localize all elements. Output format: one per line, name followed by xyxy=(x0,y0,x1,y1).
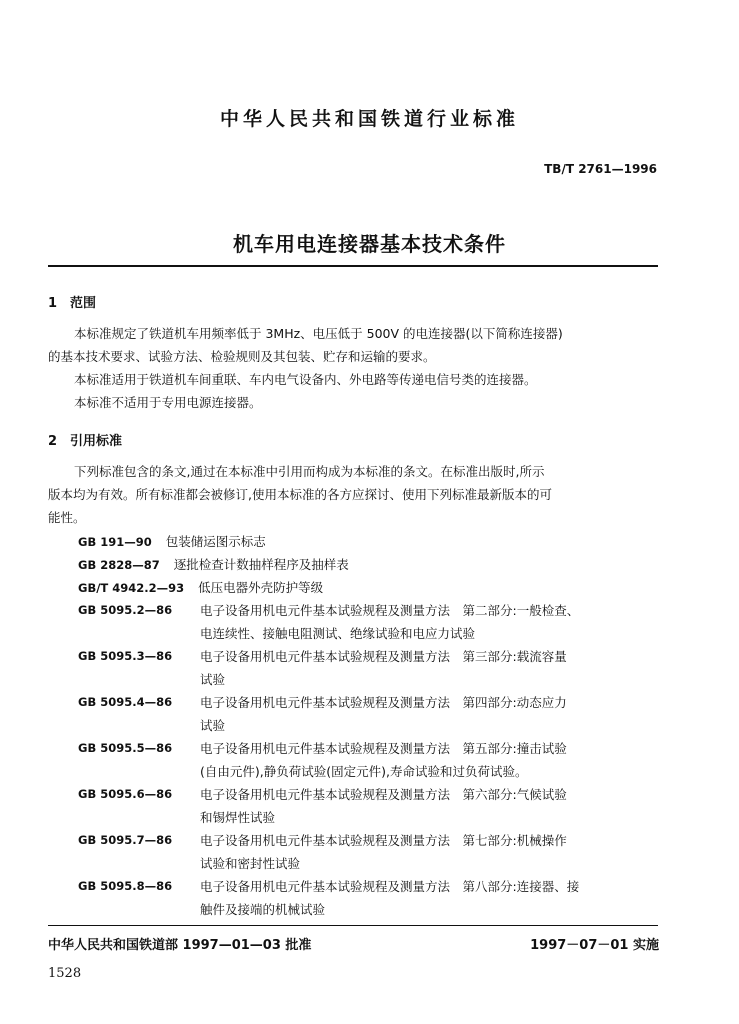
section-1-line: 本标准规定了铁道机车用频率低于 3MHz、电压低于 500V 的电连接器(以下简称连接器) xyxy=(74,326,563,341)
reference-title-line: 触件及接端的机械试验 xyxy=(200,902,326,917)
reference-title-line: 电子设备用机电元件基本试验规程及测量方法 第四部分:动态应力 xyxy=(200,695,567,710)
reference-entry xyxy=(78,599,660,645)
section-2-title: 引用标准 xyxy=(70,434,123,449)
section-2-intro xyxy=(48,460,660,529)
reference-title xyxy=(200,737,660,783)
reference-entry xyxy=(78,829,660,875)
section-2-intro-line: 下列标准包含的条文,通过在本标准中引用而构成为本标准的条文。在标准出版时,所示 xyxy=(74,464,545,479)
title-divider xyxy=(48,265,658,267)
footer-divider xyxy=(48,925,658,926)
reference-title-line: 电子设备用机电元件基本试验规程及测量方法 第三部分:载流容量 xyxy=(200,649,567,664)
approval-statement: 中华人民共和国铁道部 1997—01—03 批准 xyxy=(48,938,312,953)
reference-code: GB 5095.6—86 xyxy=(78,787,173,801)
reference-title-line: 电子设备用机电元件基本试验规程及测量方法 第八部分:连接器、接 xyxy=(200,879,580,894)
reference-title-line: 试验 xyxy=(200,672,226,687)
section-1-number: 1 xyxy=(48,296,58,311)
reference-title xyxy=(200,645,660,691)
reference-title-line: 电连续性、接触电阻测试、绝缘试验和电应力试验 xyxy=(200,626,476,641)
reference-title-line: 电子设备用机电元件基本试验规程及测量方法 第七部分:机械操作 xyxy=(200,833,567,848)
reference-code: GB/T 4942.2—93 xyxy=(78,581,185,595)
section-1-body xyxy=(48,322,660,414)
reference-entry xyxy=(78,875,660,921)
section-1-heading xyxy=(48,292,96,311)
section-1-title: 范围 xyxy=(70,296,97,311)
reference-entry xyxy=(78,737,660,783)
reference-entry xyxy=(78,783,660,829)
reference-title xyxy=(200,829,660,875)
reference-title-line: 电子设备用机电元件基本试验规程及测量方法 第六部分:气候试验 xyxy=(200,787,567,802)
reference-title xyxy=(200,875,660,921)
reference-entry xyxy=(78,576,660,600)
section-2-intro-line: 能性。 xyxy=(48,510,86,525)
reference-title-line: 电子设备用机电元件基本试验规程及测量方法 第五部分:撞击试验 xyxy=(200,741,567,756)
section-1-line: 的基本技术要求、试验方法、检验规则及其包装、贮存和运输的要求。 xyxy=(48,349,436,364)
standard-number: TB/T 2761—1996 xyxy=(544,162,657,176)
section-2-number: 2 xyxy=(48,434,58,449)
standard-category-header: 中华人民共和国铁道行业标准 xyxy=(219,108,519,130)
reference-code: GB 5095.3—86 xyxy=(78,649,173,663)
reference-entry xyxy=(78,691,660,737)
reference-title-line: 电子设备用机电元件基本试验规程及测量方法 第二部分:一般检查、 xyxy=(200,603,580,618)
section-2-intro-line: 版本均为有效。所有标准都会被修订,使用本标准的各方应探讨、使用下列标准最新版本的可 xyxy=(48,487,552,502)
reference-code: GB 5095.2—86 xyxy=(78,603,173,617)
reference-entry xyxy=(78,530,660,554)
section-1-line: 本标准不适用于专用电源连接器。 xyxy=(74,395,262,410)
reference-title xyxy=(200,783,660,829)
reference-title: 低压电器外壳防护等级 xyxy=(198,580,324,595)
reference-code: GB 5095.7—86 xyxy=(78,833,173,847)
reference-title xyxy=(200,599,660,645)
reference-title: 包装储运图示标志 xyxy=(165,534,266,549)
reference-title xyxy=(200,691,660,737)
reference-title-line: 试验和密封性试验 xyxy=(200,856,301,871)
document-title: 机车用电连接器基本技术条件 xyxy=(233,232,506,256)
reference-entry xyxy=(78,645,660,691)
section-2-heading xyxy=(48,430,122,449)
reference-title-line: 试验 xyxy=(200,718,226,733)
reference-code: GB 2828—87 xyxy=(78,558,160,572)
section-1-line: 本标准适用于铁道机车间重联、车内电气设备内、外电路等传递电信号类的连接器。 xyxy=(74,372,537,387)
reference-code: GB 5095.5—86 xyxy=(78,741,173,755)
reference-title: 逐批检查计数抽样程序及抽样表 xyxy=(173,557,349,572)
implementation-date: 1997－07－01 实施 xyxy=(530,938,659,953)
reference-title-line: (自由元件),静负荷试验(固定元件),寿命试验和过负荷试验。 xyxy=(200,764,528,779)
reference-entry xyxy=(78,553,660,577)
reference-code: GB 5095.4—86 xyxy=(78,695,173,709)
reference-code: GB 5095.8—86 xyxy=(78,879,173,893)
reference-code: GB 191—90 xyxy=(78,535,152,549)
reference-title-line: 和锡焊性试验 xyxy=(200,810,276,825)
page-number: 1528 xyxy=(48,966,82,981)
